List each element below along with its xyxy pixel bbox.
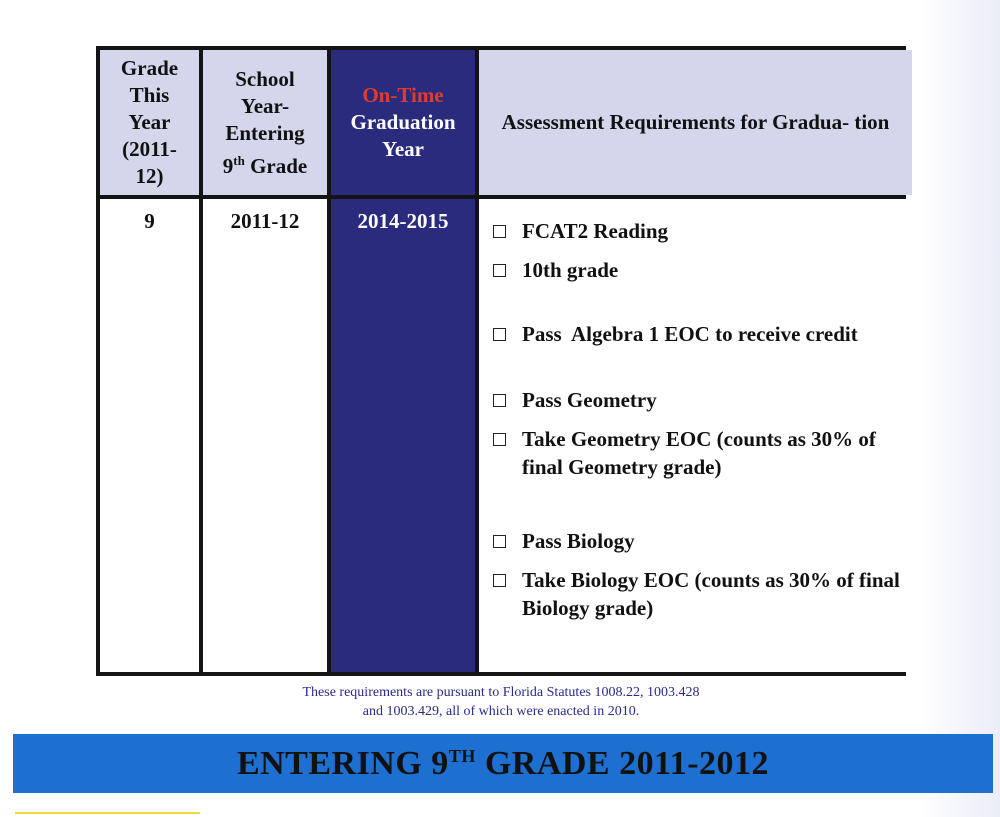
header-school-year-suffix: Grade bbox=[250, 153, 308, 178]
checkbox-icon bbox=[493, 433, 506, 446]
requirement-text: Take Geometry EOC (counts as 30% of final Geometry grade) bbox=[522, 427, 876, 479]
checkbox-icon bbox=[493, 328, 506, 341]
banner-suffix: GRADE 2011-2012 bbox=[484, 744, 770, 782]
requirement-item bbox=[493, 386, 902, 414]
cell-grade-value: 9 bbox=[144, 209, 155, 233]
entering-grade-banner bbox=[13, 734, 993, 793]
header-assessment-text: Assessment Requirements for Gradua- tion bbox=[501, 110, 890, 134]
requirement-text: Pass Algebra 1 EOC to receive credit bbox=[522, 322, 858, 346]
checkbox-icon bbox=[493, 574, 506, 587]
header-school-year-sup: th bbox=[233, 152, 245, 168]
banner-prefix: ENTERING 9 bbox=[236, 744, 449, 782]
requirements-table bbox=[96, 46, 906, 676]
checkbox-icon bbox=[493, 394, 506, 407]
statute-footnote bbox=[96, 683, 906, 721]
cell-school-year bbox=[203, 199, 327, 672]
header-assessment-requirements bbox=[479, 50, 912, 195]
header-ontime-graduation-year bbox=[331, 50, 475, 195]
requirement-text: Take Biology EOC (counts as 30% of final Biology grade) bbox=[522, 568, 900, 620]
requirement-text: 10th grade bbox=[522, 258, 619, 282]
requirement-text: Pass Biology bbox=[522, 529, 635, 553]
checkbox-icon bbox=[493, 535, 506, 548]
header-school-year-ordinal: 9 bbox=[222, 153, 234, 178]
checkbox-icon bbox=[493, 225, 506, 238]
requirement-item bbox=[493, 527, 902, 555]
requirement-text: FCAT2 Reading bbox=[522, 219, 669, 243]
requirement-item bbox=[493, 256, 902, 284]
footnote-line-1: These requirements are pursuant to Florida Statutes 1008.22, 1003.428 bbox=[302, 685, 700, 700]
header-school-year bbox=[203, 50, 327, 195]
header-ontime-red: On-Time bbox=[362, 83, 444, 107]
cell-grade bbox=[100, 199, 199, 672]
decorative-yellow-line bbox=[15, 812, 200, 814]
requirement-item bbox=[493, 217, 902, 245]
requirement-item bbox=[493, 566, 902, 622]
header-grade-this-year-text: Grade This Year (2011-12) bbox=[120, 56, 179, 188]
cell-school-year-value: 2011-12 bbox=[230, 209, 300, 233]
requirement-text: Pass Geometry bbox=[522, 388, 657, 412]
header-school-year-prefix: School Year- Entering bbox=[225, 66, 305, 145]
header-ontime-rest: Graduation Year bbox=[350, 110, 456, 161]
page-shade bbox=[920, 0, 1000, 817]
checkbox-icon bbox=[493, 264, 506, 277]
requirements-list bbox=[479, 199, 912, 672]
requirement-item bbox=[493, 425, 902, 481]
cell-graduation-year-value: 2014-2015 bbox=[357, 209, 449, 233]
requirement-item bbox=[493, 320, 902, 348]
header-grade-this-year bbox=[100, 50, 199, 195]
footnote-line-2: and 1003.429, all of which were enacted in 2010. bbox=[362, 704, 640, 719]
banner-sup: TH bbox=[448, 746, 476, 766]
cell-graduation-year bbox=[331, 199, 475, 672]
